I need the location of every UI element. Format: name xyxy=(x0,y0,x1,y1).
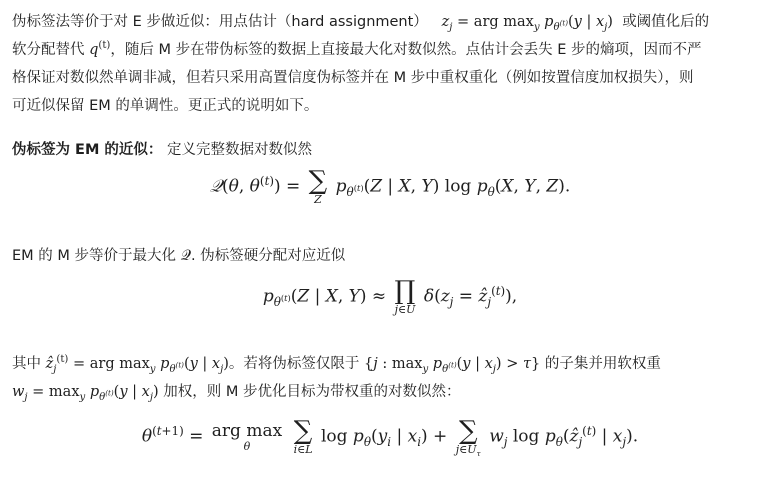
weight-text-2b: 加权，则 M 步优化目标为带权重的对数似然： xyxy=(163,384,461,400)
equation-complete-loglik: 𝒬(θ, $\theta^{(t)}$) = ∑ Z $p_{\theta^{(t)}}(Z$ | X, Y) $\log p_\theta(X$, Y, Z). xyxy=(209,166,571,206)
intro-text-1b: 或阈值化后的 xyxy=(622,14,710,30)
sum-operator: ∑ Z xyxy=(308,166,328,206)
intro-line-4: 可近似保留 EM 的单调性。更正式的说明如下。 xyxy=(12,98,319,114)
intro-text-1a: 伪标签法等价于对 E 步做近似：用点估计（hard assignment） xyxy=(12,14,428,30)
intro-line-1 xyxy=(12,8,772,36)
formula-z-hat: ẑ$_j^{(t)}$ = arg $\max_y p_{\theta^{(t)}}(y$ | $x_j$) xyxy=(45,354,229,375)
intro-line-2 xyxy=(12,36,772,64)
argmax-operator: arg max θ xyxy=(211,421,283,453)
product-operator: ∏ j∈U xyxy=(394,276,416,316)
equation-weighted-objective: $\theta^{(t+1)}$ = arg max θ ∑ i∈L $\log p_\theta(y_i$ | $x_i$) + ∑ $j\in U_\tau$ $w_j$ $\log p_\theta(ẑ_j^{(t)}$ | $x_j$). xyxy=(141,416,639,459)
section-heading: 伪标签为 EM 的近似： xyxy=(12,142,163,158)
equation-hard-approx: $p_{\theta^{(t)}}(Z$ | X, Y) ≈ ∏ j∈U $\delta(z_j$ = ẑ$_j^{(t)}$), xyxy=(262,276,518,316)
section-text: 定义完整数据对数似然 xyxy=(167,142,313,158)
weight-line-1 xyxy=(12,350,772,378)
formula-weight: $w_j = \max_y p_{\theta^{(t)}}(y$ | $x_j$) xyxy=(12,384,159,403)
intro-text-2b: ，随后 M 步在带伪标签的数据上直接最大化对数似然。点估计会丢失 E 步的熵项，因而不严 xyxy=(110,42,702,58)
mstep-line: EM 的 M 步等价于最大化 𝒬. 伪标签硬分配对应近似 xyxy=(12,248,346,264)
formula-q-t: $q^{(t)}$ xyxy=(89,40,111,58)
sum-unlabeled: ∑ $j\in U_\tau$ xyxy=(455,416,481,459)
intro-text-2a: 软分配替代 xyxy=(12,42,85,58)
intro-line-3: 格保证对数似然单调非减，但若只采用高置信度伪标签并在 M 步中重权重化（例如按置信度加权损失），则 xyxy=(12,70,694,86)
sum-labeled: ∑ i∈L xyxy=(293,416,313,456)
section-line xyxy=(12,136,772,164)
weight-text-1c: 的子集并用软权重 xyxy=(544,356,661,372)
weight-line-2 xyxy=(12,378,772,406)
weight-text-1b: 。若将伪标签仅限于 xyxy=(228,356,360,372)
formula-threshold-set: {j : $\max_y p_{\theta^{(t)}}(y$ | $x_j) > \tau$} xyxy=(364,356,541,375)
formula-hard-assignment: $z_j$ = arg $\max_y p_{\theta^{(t)}}(y$ | $x_j$) xyxy=(432,14,613,33)
weight-text-1a: 其中 xyxy=(12,356,41,372)
